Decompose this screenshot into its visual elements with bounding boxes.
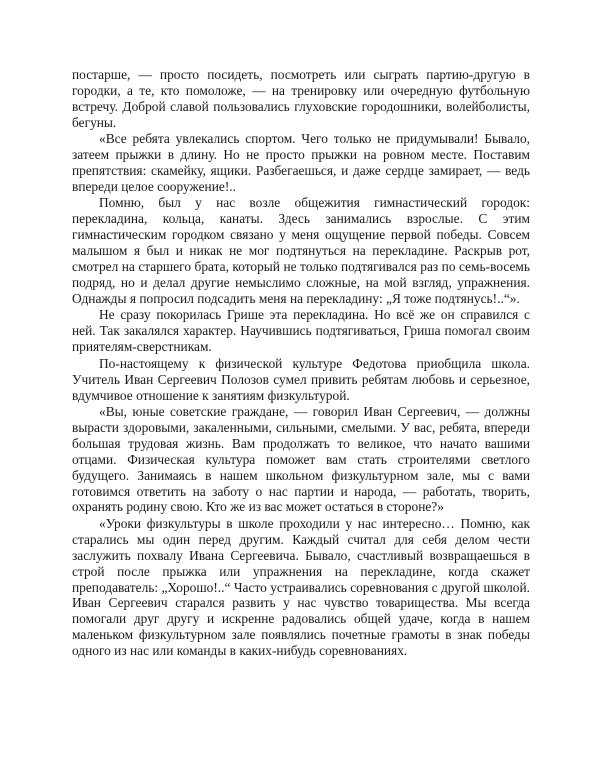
document-page <box>72 67 530 660</box>
paragraph-1: постарше, — просто посидеть, посмотреть или сыграть партию-другую в городки, а те, кто помоложе, — на тренировку или очередную футбольную встречу. Доброй славой пользовались глуховские городошники, волейболисты, бегуны. <box>72 67 530 130</box>
paragraph-7: «Уроки физкультуры в школе проходили у нас интересно… Помню, как старались мы один перед другим. Каждый считал для себя делом чести заслужить похвалу Ивана Сергеевича. Бывало, счастливый возвращаешься в строй после прыжка или упражнения на перекладине, когда скажет преподаватель: „Хорошо!..“ Часто устраивались соревнования с другой школой. Иван Сергеевич старался развить у нас чувство товарищества. Мы всегда помогали друг другу и искренне радовались общей удаче, когда в нашем маленьком физкультурном зале появлялись почетные грамоты в знак победы одного из нас или команды в каких-нибудь соревнованиях. <box>72 515 530 659</box>
paragraph-4: Не сразу покорилась Грише эта перекладина. Но всё же он справился с ней. Так закалялся характер. Научившись подтягиваться, Гриша помогал своим приятелям-сверстникам. <box>72 307 530 355</box>
paragraph-6: «Вы, юные советские граждане, — говорил Иван Сергеевич, — должны вырасти здоровыми, закаленными, сильными, смелыми. У вас, ребята, впереди большая трудовая жизнь. Вам продолжать то великое, что начато вашими отцами. Физическая культура поможет вам стать строителями светлого будущего. Занимаясь в нашем школьном физкультурном зале, мы с вами готовимся ответить на заботу о нас партии и народа, — работать, творить, охранять родину свою. Кто же из вас может остаться в стороне?» <box>72 404 530 515</box>
paragraph-5: По-настоящему к физической культуре Федотова приобщила школа. Учитель Иван Сергеевич Полозов сумел привить ребятам любовь и серьезное, вдумчивое отношение к занятиям физкультурой. <box>72 355 530 403</box>
paragraph-2: «Все ребята увлекались спортом. Чего только не придумывали! Бывало, затеем прыжки в длину. Но не просто прыжки на ровном месте. Поставим препятствия: скамейку, ящики. Разбегаешься, и даже сердце замирает, — ведь впереди целое сооружение!.. <box>72 131 530 194</box>
paragraph-3: Помню, был у нас возле общежития гимнастический городок: перекладина, кольца, канаты. Здесь занимались взрослые. С этим гимнастическим городком связано у меня ощущение первой победы. Совсем малышом я был и никак не мог подтянуться на перекладине. Раскрыв рот, смотрел на старшего брата, который не только подтягивался раз по семь-восемь подряд, но и делал другие немыслимо сложные, на мой взгляд, упражнения. Однажды я попросил подсадить меня на перекладину: „Я тоже подтянусь!..“». <box>72 195 530 306</box>
